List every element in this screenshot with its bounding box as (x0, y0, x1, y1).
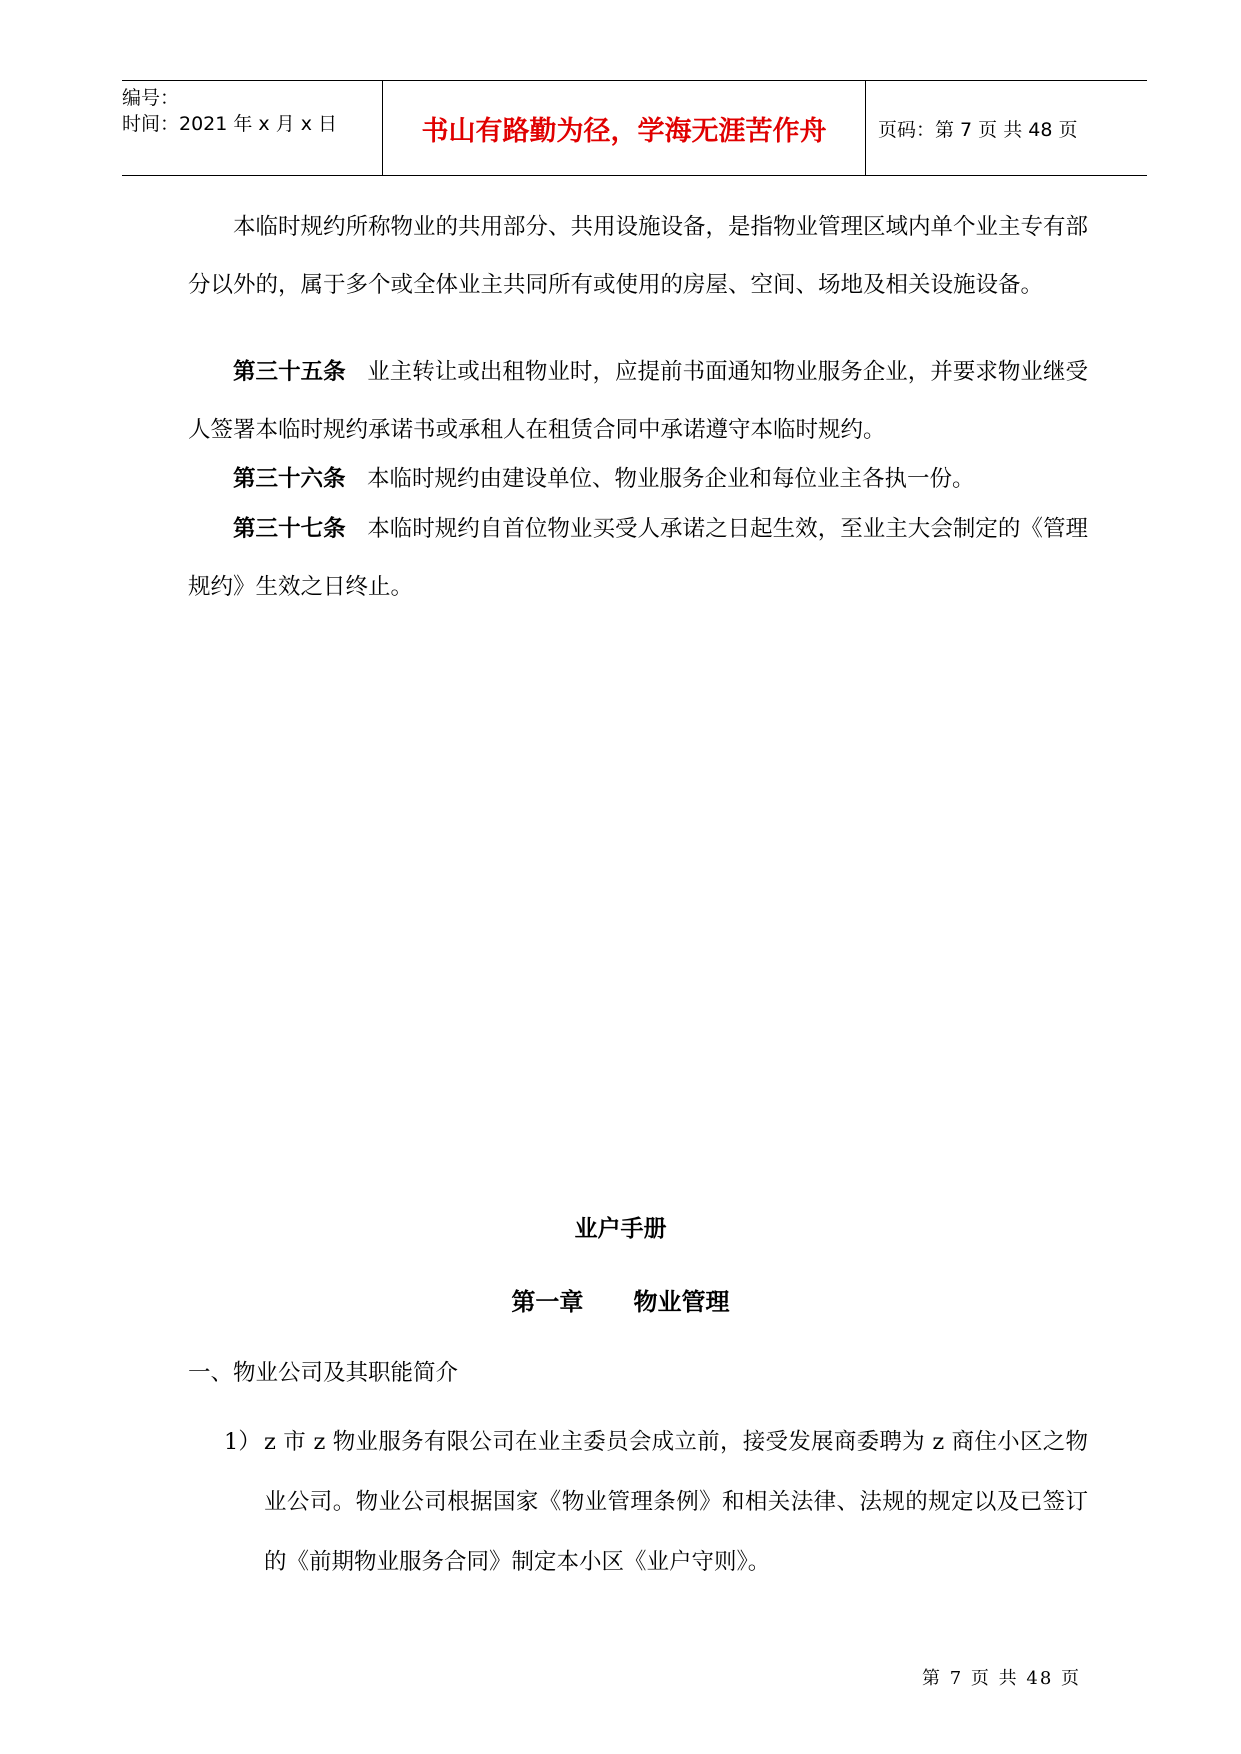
header-page-label: 页码：第 7 页 共 48 页 (878, 118, 1078, 141)
paragraph-common-parts: 本临时规约所称物业的共用部分、共用设施设备，是指物业管理区域内单个业主专有部分以外的，属于多个或全体业主共同所有或使用的房屋、空间、场地及相关设施设备。 (188, 214, 1089, 298)
list-item-number: 1） (224, 1429, 261, 1455)
chapter-title: 第一章 物业管理 (511, 1287, 730, 1316)
section-heading: 一、物业公司及其职能简介 (188, 1360, 459, 1386)
article-37-title: 第三十七条 (233, 516, 346, 542)
time-label: 时间：2021 年 x 月 x 日 (122, 113, 338, 135)
article-35-title: 第三十五条 (233, 359, 346, 385)
list-item (224, 1412, 1088, 1592)
header-motto: 书山有路勤为径，学海无涯苦作舟 (382, 81, 866, 175)
page-footer: 第 7 页 共 48 页 (922, 1668, 1081, 1689)
list-item-text: z 市 z 物业服务有限公司在业主委员会成立前，接受发展商委聘为 z 商住小区之物业公司。物业公司根据国家《物业管理条例》和相关法律、法规的规定以及已签订的《前期物业服务合同》制定本小区《业户守则》。 (264, 1429, 1088, 1575)
header-info-cell (122, 81, 382, 175)
manual-title: 业户手册 (574, 1215, 667, 1242)
article-35-text: 业主转让或出租物业时，应提前书面通知物业服务企业，并要求物业继受人签署本临时规约承诺书或承租人在租赁合同中承诺遵守本临时规约。 (188, 359, 1088, 443)
article-37 (188, 500, 1088, 616)
article-37-text: 本临时规约自首位物业买受人承诺之日起生效，至业主大会制定的《管理规约》生效之日终止。 (188, 516, 1088, 600)
article-36-title: 第三十六条 (233, 466, 346, 492)
serial-number-label: 编号： (122, 87, 180, 109)
article-36-text: 本临时规约由建设单位、物业服务企业和每位业主各执一份。 (366, 466, 975, 492)
article-35 (188, 343, 1088, 459)
page-header (122, 80, 1147, 176)
